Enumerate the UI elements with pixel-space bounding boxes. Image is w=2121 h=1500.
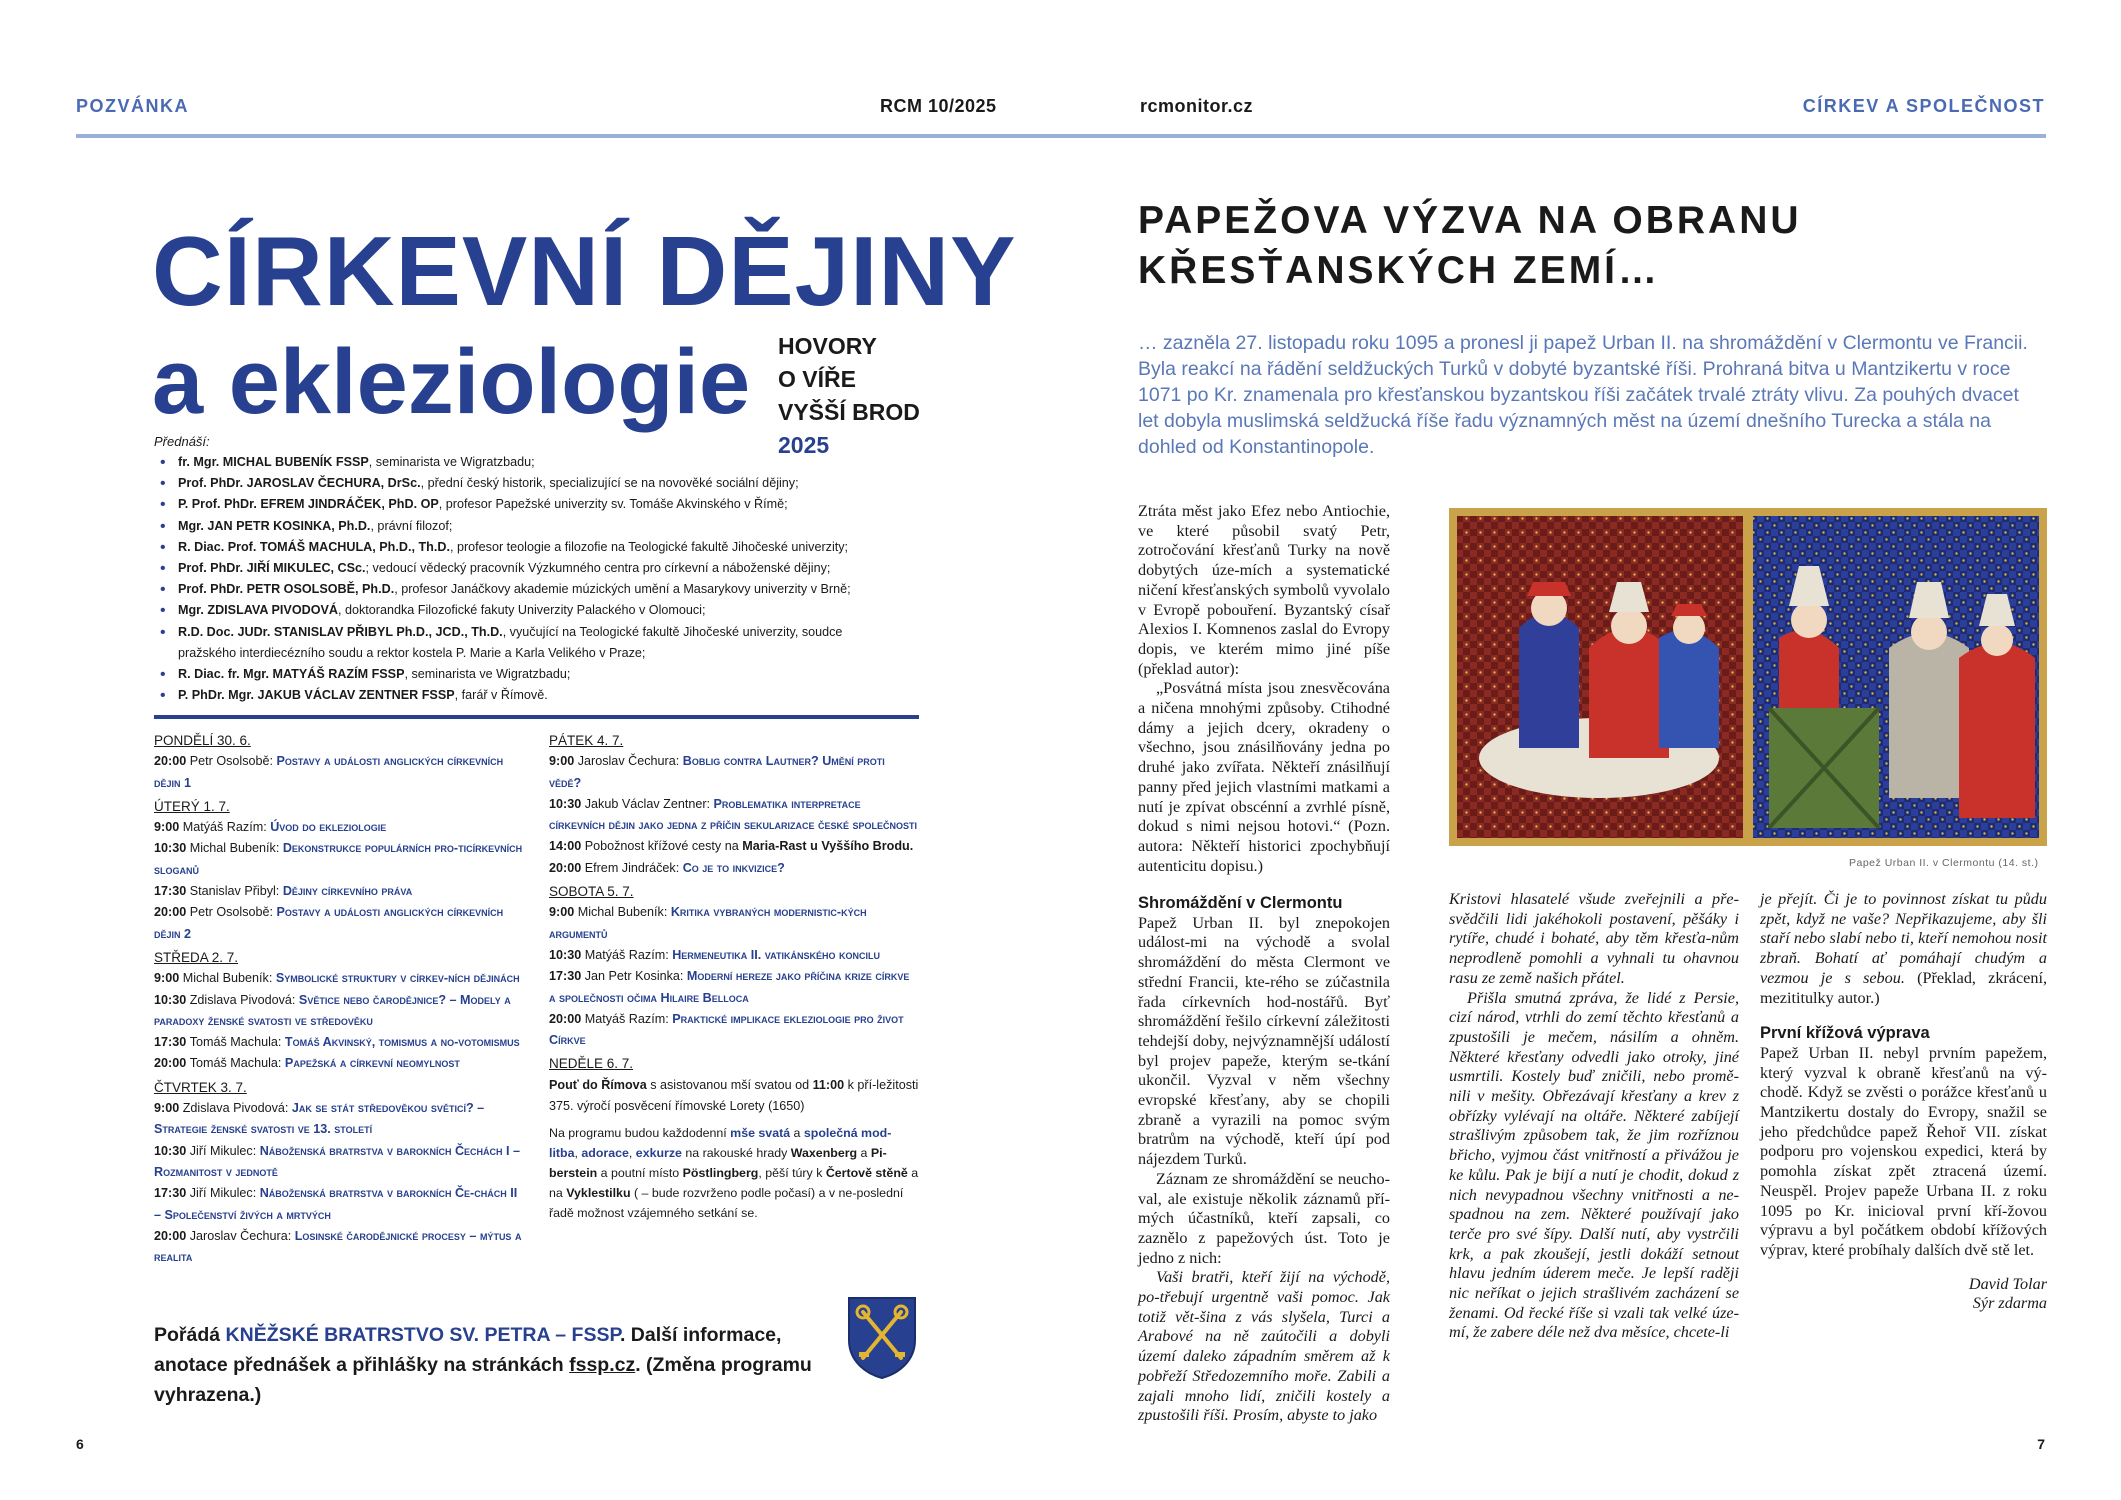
lecturer-item: pražského interdiecézního soudu a rektor kostela P. Marie a Karla Velikého v Praze;: [178, 645, 646, 660]
schedule-item: 20:00 Matyáš Razím: Praktické implikace ekleziologie pro život Církve: [549, 1011, 904, 1048]
schedule-column-2: [549, 728, 919, 1223]
schedule-item: 17:30 Jiří Mikulec: Náboženská bratrstva v barokních Če-chách II – Společenství živých a mrtvých: [154, 1186, 518, 1222]
lecturer-item: • fr. Mgr. MICHAL BUBENÍK FSSP, seminarista ve Wigratzbadu;: [160, 452, 920, 473]
subtitle-year: 2025: [778, 432, 830, 458]
schedule-day: SOBOTA 5. 7.: [549, 884, 634, 900]
page-number-right: 7: [2037, 1436, 2045, 1452]
schedule-item: 20:00 Petr Osolsobě: Postavy a události anglických církevních dějin 1: [154, 754, 504, 790]
schedule-item: 17:30 Tomáš Machula: Tomáš Akvinský, tomismus a no-votomismus: [154, 1035, 520, 1050]
lecturer-item: • R.D. Doc. JUDr. STANISLAV PŘIBYL Ph.D., JCD., Th.D., vyučující na Teologické fakultě Jihočeské univerzity, soudce: [160, 622, 920, 643]
article-title-line1: PAPEŽOVA VÝZVA NA OBRANU: [1138, 199, 1802, 242]
schedule-item: 9:00 Michal Bubeník: Kritika vybraných modernistic-kých argumentů: [549, 905, 867, 941]
miniature-image: [1449, 508, 2047, 846]
schedule-item: 10:30 Jiří Mikulec: Náboženská bratrstva v barokních Čechách I – Rozmanitost v jednotě: [154, 1143, 521, 1179]
schedule-day: STŘEDA 2. 7.: [154, 949, 239, 965]
event-subtitle: [778, 330, 920, 462]
page-number-left: 6: [76, 1436, 84, 1452]
image-caption: Papež Urban II. v Clermontu (14. st.): [1849, 857, 2039, 869]
lecturer-item: • Mgr. JAN PETR KOSINKA, Ph.D., právní filozof;: [160, 516, 920, 537]
article-column-2: Shromáždění v Clermontu Papež Urban II. byl znepokojen událost-mi na východě a svolal shromáždění do města Clermont ve střední Francii, kte-rého se zúčastnila řada církevních hod-nostářů. Byť shromáždění řešilo církevní záležitosti tehdejší doby, nejvýznamnější událostí byl projev papeže, kterým se-tkání ukončil. Vyzval v něm všechny evropské křesťany, aby se chopili zbraně a vyrazili na pomoc svým bratrům na východě, kteří úpí pod nájezdem Turků. Záznam ze shromáždění se neucho-val, ale existuje několik záznamů pří-mých účastníků, kteří zapsali, co zaznělo z papežových úst. Toto je jedno z nich: Vaši bratři, kteří žijí na východě, po-třebují urgentně vaši pomoc. Jak totiž vět-šina z vás slyšela, Turci a Arabové na ně zaútočili a dobyli území daleko západním směrem až k pobřeží Středozemního moře. Zabili a zajali mnoho lidí, zničili kostely a zpustošili říši. Prosím, abyste to jako: [1138, 894, 1390, 1425]
schedule-item: 9:00 Michal Bubeník: Symbolické struktury v církev-ních dějinách: [154, 971, 520, 986]
subheading-first-crusade: První křížová výprava: [1760, 1024, 1930, 1043]
lecturers-list: [160, 452, 920, 706]
subtitle-line: HOVORY: [778, 333, 877, 359]
event-title-line1: CÍRKEVNÍ DĚJINY: [152, 216, 1017, 326]
lecturer-item: • Prof. PhDr. JIŘÍ MIKULEC, CSc.; vedoucí vědecký pracovník Výzkumného centra pro církevní a náboženské dějiny;: [160, 558, 920, 579]
header-rule: [76, 134, 2046, 138]
schedule-item: 10:30 Zdislava Pivodová: Světice nebo čarodějnice? – Modely a paradoxy ženské svatosti ve středověku: [154, 992, 511, 1028]
article-lead: … zazněla 27. listopadu roku 1095 a pronesl ji papež Urban II. na shromáždění v Clermontu ve Francii. Byla reakcí na řádění seldžuckých Turků v dobyté byzantské říši. Prohraná bitva u Mantzikertu v roce 1071 po Kr. znamenala pro křesťanskou byzantskou říši začátek trvalé ztráty vlivu. Za pouhých dvacet let dobyla muslimská seldžucká říše řadu významných měst na území dnešního Turecka a stála na dohled od Konstantinopole.: [1138, 332, 2028, 458]
sunday-event: Pouť do Římova s asistovanou mší svatou od 11:00 k pří-ležitosti 375. výročí posvěcení římovské Lorety (1650): [549, 1077, 919, 1114]
lecturer-item: • P. Prof. PhDr. EFREM JINDRÁČEK, PhD. OP, profesor Papežské univerzity sv. Tomáše Akvinského v Římě;: [160, 494, 920, 515]
lecturer-item: • R. Diac. Prof. TOMÁŠ MACHULA, Ph.D., Th.D., profesor teologie a filozofie na Teologické fakultě Jihočeské univerzity;: [160, 537, 920, 558]
schedule-item: 20:00 Jaroslav Čechura: Losinské čarodějnické procesy – mýtus a realita: [154, 1228, 522, 1265]
schedule-item: 20:00 Tomáš Machula: Papežská a církevní neomylnost: [154, 1056, 460, 1071]
subtitle-line: O VÍŘE: [778, 366, 856, 392]
schedule-day: NEDĚLE 6. 7.: [549, 1056, 634, 1072]
program-note: Na programu budou každodenní mše svatá a společná mod-litba, adorace, exkurze na rakouské hrady Waxenberg a Pi-berstein a poutní místo Pöstlingberg, pěší túry k Čertově stěně a na Vyklestilku ( – bude rozvrženo podle počasí) a v ne-poslední řadě možnost vzájemného setkání se.: [549, 1126, 919, 1221]
subtitle-line: VYŠŠÍ BROD: [778, 399, 920, 425]
lecturers-label: Přednáší:: [154, 434, 210, 449]
article-column-1: Ztráta měst jako Efez nebo Antiochie, ve které působil svatý Petr, zotročování křesťanů Turky na nově dobytých úze-mích a systematické ničení křesťanských symbolů vyvolalo v Evropě pobouření. Byzantský císař Alexios I. Komnenos zaslal do Evropy dopis, ve kterém mimo jiné píše (překlad autor): „Posvátná místa jsou znesvěcována a ničena mnohými způsoby. Ctihodné dámy a jejich dcery, okradeny o všechno, jsou znásilňovány jedna po druhé jako zvířata. Někteří znásilňují panny před jejich vlastními matkami a nutí je zpívat obscénní a zvrhlé písně, dokud s nimi nejsou hotovi.“ (Pozn. autora: Někteří historici zpochybňují autenticitu dopisu.): [1138, 502, 1390, 875]
schedule-day: ČTVRTEK 3. 7.: [154, 1079, 247, 1095]
section-label-left: POZVÁNKA: [76, 96, 190, 116]
article-title: [1138, 196, 1802, 296]
schedule-item: 17:30 Stanislav Přibyl: Dějiny církevního práva: [154, 884, 413, 899]
schedule-item: 20:00 Petr Osolsobě: Postavy a události anglických církevních dějin 2: [154, 905, 504, 941]
section-label-right: CÍRKEV A SPOLEČNOST: [1802, 96, 2045, 116]
schedule-item: 10:30 Matýáš Razím: Hermeneutika II. vatikánského koncilu: [549, 947, 880, 962]
schedule-item: 10:30 Michal Bubeník: Dekonstrukce populárních pro-ticírkevních sloganů: [154, 841, 523, 877]
schedule-column-1: [154, 728, 524, 1268]
clermont-miniature-icon: [1449, 508, 2047, 846]
schedule-item: 9:00 Matýáš Razím: Úvod do ekleziologie: [154, 820, 387, 835]
lecturer-item: • Prof. PhDr. PETR OSOLSOBĚ, Ph.D., profesor Janáčkovy akademie múzických umění a Masarykovy univerzity v Brně;: [160, 579, 920, 600]
subheading-clermont: Shromáždění v Clermontu: [1138, 894, 1343, 912]
article-title-line2: KŘESŤANSKÝCH ZEMÍ…: [1138, 249, 1661, 292]
author-signature: David Tolar Sýr zdarma: [1968, 1274, 2047, 1313]
schedule-day: PONDĚLÍ 30. 6.: [154, 733, 251, 748]
site-label: rcmonitor.cz: [1140, 96, 1254, 116]
schedule-item: 14:00 Pobožnost křížové cesty na Maria-Rast u Vyššího Brodu.: [549, 839, 914, 854]
schedule-item: 10:30 Jakub Václav Zentner: Problematika interpretace církevních dějin jako jedna z příčin sekularizace české společnosti: [549, 796, 918, 833]
schedule-item: 9:00 Zdislava Pivodová: Jak se stát středověkou světicí? – Strategie ženské svatosti ve 13. století: [154, 1101, 485, 1137]
fssp-crest-icon: [847, 1296, 917, 1380]
fssp-link[interactable]: fssp.cz: [569, 1354, 636, 1376]
article-column-4: je přejít. Či je to povinnost získat tu půdu zpět, když ne vaše? Nepřikazujeme, aby šli staří nebo slabí nebo ti, kteří nemohou nosit zbraň. Bohatí ať pomáhají chudým a vezmou je s sebou. (Překlad, zkrácení, mezititulky autor.) První křížová výprava Papež Urban II. nebyl prvním papežem, který vyzval k obraně křesťanů na vý-chodě. Když se zvěsti o porážce křesťanů u Mantzikertu dostaly do Evropy, snažil se jeho předchůdce papež Řehoř VII. získat podporu pro vojenskou expedici, která by pomohla získat zpět ztracená území. Neuspěl. Projev papeže Urbana II. z roku 1095 po Kr. inicioval první kří-žovou výpravu a byl počátkem období křížových výprav, které probíhaly dalších dvě stě let. David Tolar Sýr zdarma: [1760, 890, 2047, 1313]
schedule-item: 17:30 Jan Petr Kosinka: Moderní hereze jako příčina krize církve a společnosti očima Hilaire Belloca: [549, 969, 910, 1005]
article-column-3: Kristovi hlasatelé všude zveřejnili a pře-svědčili lidi jakéhokoli postavení, pěšáky i rytíře, chudé i bohaté, aby těm křesťa-nům neprodleně pomohli a vyhnali tu ohavnou rasu ze země našich přátel. Přišla smutná zpráva, že lidé z Persie, cizí národ, vtrhli do zemí těchto křesťanů a zpustošili je mečem, násilím a ohněm. Některé křesťany odvedli jako otroky, jiné usmrtili. Kostely buď zničili, nebo promě-nili v mešity. Obřezávají křesťany a krev z obřízky vylévají na oltáře. Některé zabíjejí strašlivým způsobem tak, že jim rozříznou břicho, vyjmou část vnitřností a přivážou je ke kůlu. Pak je bijí a nutí je chodit, dokud z nich nevypadnou všechny vnitřnosti a ne-spadnou na zem. Některé používají jako terče pro své šípy. Další nutí, aby vystrčili krk, a pak zkoušejí, jestli dokáží setnout hlavu jedním úderem meče. Je lepší raději nic neříkat o jejich strašlivém zacházení se ženami. Od řecké říše si vzali tak velké úze-mí, že zabere déle než dva měsíce, chcete-li: [1449, 890, 1739, 1342]
lecturer-item: • Mgr. ZDISLAVA PIVODOVÁ, doktorandka Filozofické fakuty Univerzity Palackého v Olomouci;: [160, 600, 920, 621]
lecturer-item: • R. Diac. fr. Mgr. MATYÁŠ RAZÍM FSSP, seminarista ve Wigratzbadu;: [160, 664, 920, 685]
lecturer-item: • P. PhDr. Mgr. JAKUB VÁCLAV ZENTNER FSSP, farář v Římově.: [160, 685, 920, 706]
organizer-note: Pořádá KNĚŽSKÉ BRATRSTVO SV. PETRA – FSSP. Další informace, anotace přednášek a přihlášky na stránkách fssp.cz. (Změna programu vyhrazena.): [154, 1324, 812, 1406]
event-title-line2: a ekleziologie: [152, 331, 751, 433]
schedule-item: 20:00 Efrem Jindráček: Co je to inkvizice?: [549, 860, 785, 875]
issue-label: RCM 10/2025: [880, 96, 997, 116]
schedule-day: ÚTERÝ 1. 7.: [154, 798, 230, 814]
lecturer-item: • Prof. PhDr. JAROSLAV ČECHURA, DrSc., přední český historik, specializující se na novověké sociální dějiny;: [160, 473, 920, 494]
schedule-day: PÁTEK 4. 7.: [549, 733, 624, 748]
schedule-item: 9:00 Jaroslav Čechura: Boblig contra Lautner? Umění proti vědě?: [549, 754, 885, 790]
schedule-rule: [154, 715, 919, 719]
